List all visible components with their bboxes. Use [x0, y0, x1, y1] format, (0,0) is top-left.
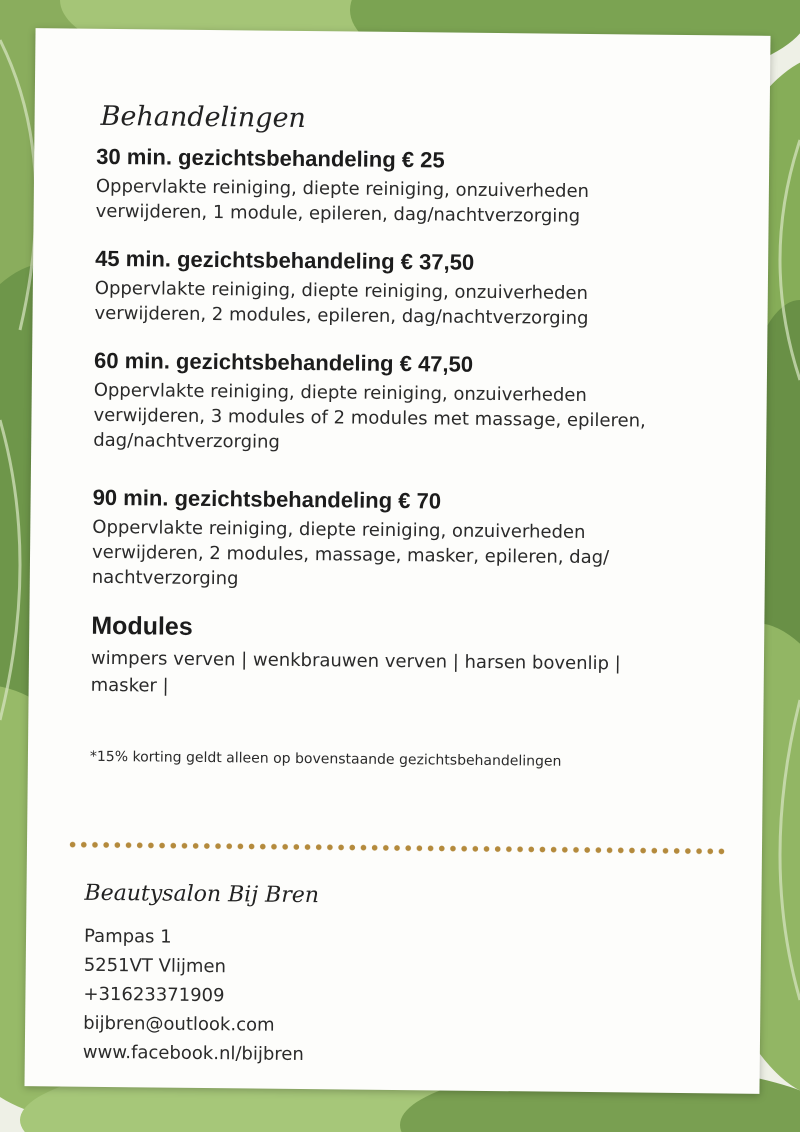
treatment-90-min [92, 485, 713, 596]
treatment-title: 45 min. gezichtsbehandeling € 37,50 [95, 245, 475, 275]
treatment-45-min [94, 246, 715, 332]
treatment-description: Oppervlakte reiniging, diepte reiniging, onzuiverheden verwijderen, 2 modules, massage, masker, epileren, dag/ nachtverzorging [91, 516, 610, 590]
salon-contact [83, 881, 685, 1073]
treatment-60-min [93, 348, 714, 459]
email-address: bijbren@outlook.com [83, 1012, 275, 1036]
website-link: www.facebook.nl/bijbren [82, 1041, 304, 1066]
treatment-title: 60 min. gezichtsbehandeling € 47,50 [93, 347, 474, 377]
salon-name: Beautysalon Bij Bren [84, 880, 320, 909]
discount-note: *15% korting geldt alleen op bovenstaande gezichtsbehandelingen [89, 748, 562, 770]
modules-list: wimpers verven | wenkbrauwen verven | harsen bovenlip | masker | [90, 647, 621, 697]
treatment-30-min [96, 144, 717, 230]
dotted-divider [67, 841, 727, 856]
treatment-description: Oppervlakte reiniging, diepte reiniging, onzuiverheden verwijderen, 3 modules of 2 modules met massage, epileren, dag/nachtverzorging [93, 379, 646, 453]
phone-number: +31623371909 [83, 983, 225, 1007]
treatment-description: Oppervlakte reiniging, diepte reiniging, onzuiverheden verwijderen, 2 modules, epileren, dag/nachtverzorging [94, 277, 589, 329]
treatments-section [90, 101, 717, 771]
modules-title: Modules [91, 611, 193, 641]
treatment-description: Oppervlakte reiniging, diepte reiniging, onzuiverheden verwijderen, 1 module, epileren, dag/nachtverzorging [95, 175, 590, 227]
price-card [24, 28, 770, 1094]
treatment-title: 30 min. gezichtsbehandeling € 25 [96, 143, 445, 173]
section-heading: Behandelingen [100, 100, 307, 135]
address-street: Pampas 1 [83, 925, 172, 948]
treatment-title: 90 min. gezichtsbehandeling € 70 [92, 484, 442, 514]
address-city: 5251VT Vlijmen [83, 954, 227, 978]
